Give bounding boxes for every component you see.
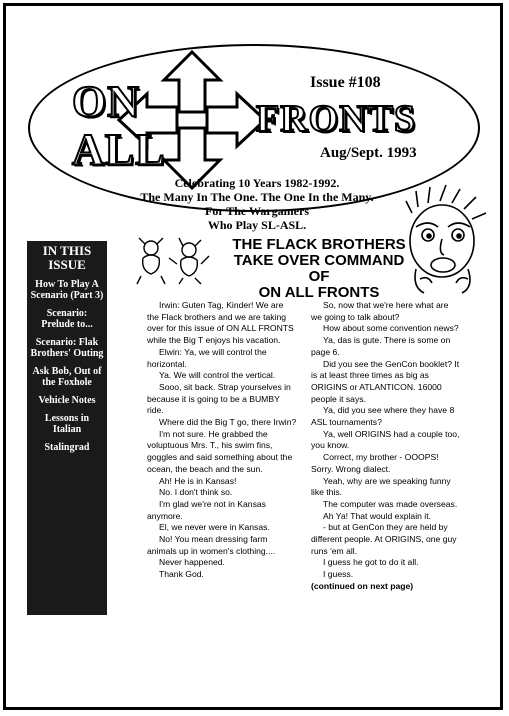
sidebar-heading-line: IN THIS (42, 243, 92, 258)
article-paragraph: Never happened. (159, 557, 225, 568)
article-headline (219, 237, 419, 301)
article-column-left (147, 300, 297, 581)
article-paragraph: Irwin: Guten Tag, Kinder! We are the Flack brothers and we are taking over for this issue of ON ALL FRONTS while the Big T enjoys his vacation. (147, 300, 294, 346)
toc-item[interactable]: Stalingrad (44, 442, 90, 453)
article-paragraph: Yeah, why are we speaking funny like this. (311, 475, 451, 498)
article-paragraph: Ya, well ORIGINS had a couple too, you know. (311, 428, 460, 451)
logo-word-on: ON (72, 77, 140, 126)
toc-item[interactable]: Lessons in Italian (44, 413, 90, 435)
in-this-issue-sidebar (27, 241, 107, 615)
tagline-line: Who Play SL-ASL. (207, 218, 307, 232)
article-paragraph: I'm glad we're not in Kansas anymore. (147, 498, 266, 521)
article-paragraph: I guess. (323, 569, 354, 580)
article-paragraph: So, now that we're here what are we going to talk about? (311, 300, 449, 322)
article-paragraph: - but at GenCon they are held by different people. At ORIGINS, one guy runs 'em all. (311, 522, 457, 556)
article-paragraph: Ya. We will control the vertical. (159, 370, 276, 381)
headline-line: OF (308, 268, 330, 285)
tagline (132, 176, 382, 232)
article-paragraph: Ah Ya! That would explain it. (323, 510, 431, 521)
issue-number: Issue #108 (310, 74, 381, 91)
article-paragraph: How about some convention news? (323, 323, 459, 334)
sidebar-heading-line: ISSUE (48, 257, 86, 272)
article-paragraph: Where did the Big T go, there Irwin? (159, 417, 297, 428)
article-paragraph: Elwin: Ya, we will control the horizontal. (147, 346, 267, 369)
article-paragraph: Did you see the GenCon booklet? It is at least three times as big as ORIGINS or ATLANTICON. 16000 people it says. (311, 358, 460, 404)
article-paragraph: I'm not sure. He grabbed the voluptuous Mrs. T., his swim fins, goggles and said something about the ocean, the beach and the sun. (147, 428, 293, 474)
article-paragraph: The computer was made overseas. (323, 498, 458, 509)
logo-word-fronts: FRONTS (256, 98, 417, 140)
toc-item[interactable]: Scenario: Flak Brothers' Outing (30, 337, 104, 359)
cartoon-figures-illustration (133, 234, 213, 286)
toc-item[interactable]: Vehicle Notes (38, 395, 96, 406)
article-paragraph: El, we never were in Kansas. (159, 522, 270, 533)
issue-date: Aug/Sept. 1993 (320, 145, 417, 161)
toc-item[interactable]: Ask Bob, Out of the Foxhole (32, 366, 102, 388)
article-paragraph: Sooo, sit back. Strap yourselves in because it is going to be a BUMBY ride. (147, 381, 291, 416)
article-paragraph: I guess he got to do it all. (323, 557, 419, 568)
article-paragraph: Ah! He is in Kansas! (159, 475, 237, 486)
article-paragraph: No. I don't think so. (159, 487, 233, 498)
headline-line: TAKE OVER COMMAND (233, 252, 405, 269)
article-paragraph: No! You mean dressing farm animals up in women's clothing.... (147, 534, 276, 556)
tagline-line: Celebrating 10 Years 1982-1992. (174, 176, 340, 190)
logo-word-all: ALL (72, 125, 166, 174)
headline-line: THE FLACK BROTHERS (232, 236, 406, 253)
article-paragraph: Correct, my brother - OOOPS! Sorry. Wrong dialect. (311, 452, 439, 474)
sidebar-heading (27, 241, 107, 272)
article-paragraph: Ya, did you see where they have 8 ASL tournaments? (311, 405, 455, 428)
continued-note: (continued on next page) (311, 580, 414, 591)
tagline-line: For The Wargamers (205, 204, 309, 218)
toc-item[interactable]: Scenario: Prelude to... (41, 308, 93, 330)
headline-line: ON ALL FRONTS (258, 284, 380, 301)
article-column-right (311, 300, 461, 593)
tagline-line: The Many In The One. The One In the Many. (140, 190, 374, 204)
toc-item[interactable]: How To Play A Scenario (Part 3) (30, 279, 104, 301)
article-paragraph: Thank God. (159, 569, 204, 580)
article-paragraph: Ya, das is gute. There is some on page 6. (311, 335, 451, 357)
